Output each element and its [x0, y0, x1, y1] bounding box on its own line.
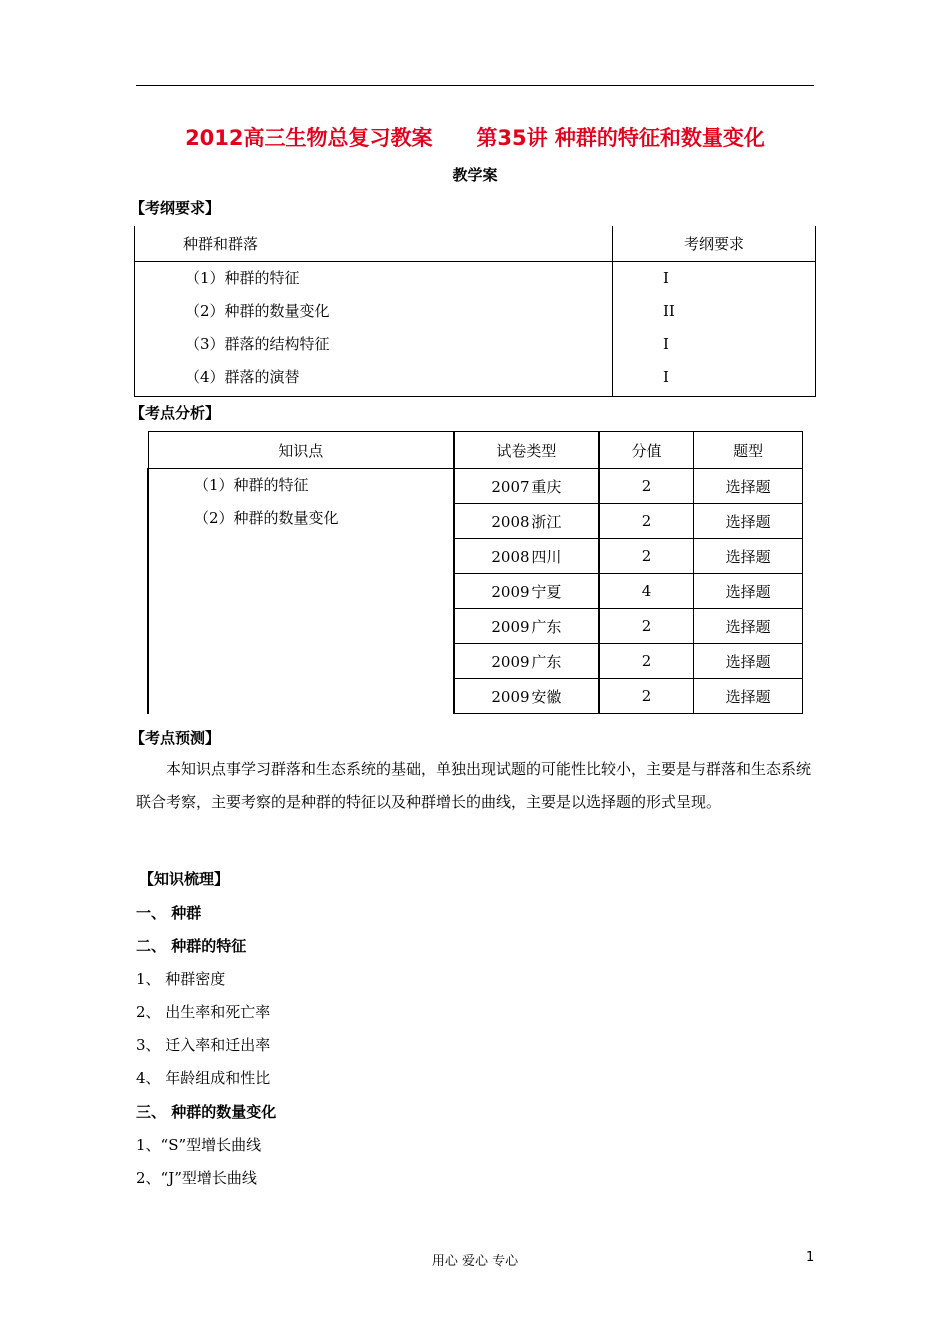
table2-year: 2008	[491, 512, 530, 531]
table2-knowledge-point: （1）种群的特征	[194, 476, 309, 494]
table2-paper	[454, 679, 599, 714]
page-number: 1	[806, 1250, 815, 1265]
document-subtitle: 教学案	[452, 166, 498, 184]
table2-type: 选择题	[694, 469, 803, 504]
table1-level: I	[663, 335, 669, 353]
table2-place: 重庆	[531, 477, 562, 496]
table1-items-cell	[135, 262, 613, 397]
table1-item: （1）种群的特征	[185, 269, 300, 287]
table1-level: I	[663, 269, 669, 287]
section-heading-requirements: 【考纲要求】	[130, 199, 221, 217]
table1-item: （4）群落的演替	[185, 368, 300, 386]
requirements-table	[134, 226, 816, 397]
document-title: 2012高三生物总复习教案 第35讲 种群的特征和数量变化	[185, 126, 765, 150]
table2-score: 2	[599, 469, 694, 504]
table1-item: （2）种群的数量变化	[185, 302, 330, 320]
section-heading-analysis: 【考点分析】	[130, 404, 221, 422]
table2-type: 选择题	[694, 609, 803, 644]
table1-header-topic: 种群和群落	[135, 226, 613, 262]
header-rule	[136, 85, 814, 86]
table2-paper	[454, 644, 599, 679]
table1-item: （3）群落的结构特征	[185, 335, 330, 353]
table2-type: 选择题	[694, 504, 803, 539]
table2-paper	[454, 609, 599, 644]
table1-header-requirement: 考纲要求	[613, 226, 816, 262]
table2-place: 广东	[531, 617, 562, 636]
table2-paper	[454, 574, 599, 609]
table2-score: 4	[599, 574, 694, 609]
table1-levels-cell	[613, 262, 816, 397]
table2-knowledge-point: （2）种群的数量变化	[194, 509, 339, 527]
table2-score: 2	[599, 504, 694, 539]
table2-paper	[454, 539, 599, 574]
table2-place: 宁夏	[531, 582, 562, 601]
outline-item: 1、 种群密度	[136, 970, 226, 988]
table2-year: 2007	[491, 477, 530, 496]
table2-type: 选择题	[694, 539, 803, 574]
prediction-paragraph: 本知识点事学习群落和生态系统的基础，单独出现试题的可能性比较小，主要是与群落和生态系统联合考察，主要考察的是种群的特征以及种群增长的曲线，主要是以选择题的形式呈现。	[136, 760, 812, 811]
table2-paper	[454, 504, 599, 539]
table2-place: 广东	[531, 652, 562, 671]
table2-score: 2	[599, 679, 694, 714]
table2-year: 2008	[491, 547, 530, 566]
table2-header-paper: 试卷类型	[454, 432, 599, 469]
table2-place: 安徽	[531, 687, 562, 706]
table1-level: II	[663, 302, 675, 320]
outline-item: 1、“S”型增长曲线	[136, 1136, 262, 1154]
page-footer: 用心 爱心 专心	[431, 1254, 519, 1269]
table2-score: 2	[599, 644, 694, 679]
outline-item: 3、 迁入率和迁出率	[136, 1036, 271, 1054]
table2-header-type: 题型	[694, 432, 803, 469]
table2-year: 2009	[491, 687, 530, 706]
table2-type: 选择题	[694, 574, 803, 609]
table2-type: 选择题	[694, 679, 803, 714]
section-heading-knowledge: 【知识梳理】	[139, 870, 230, 888]
outline-item: 2、 出生率和死亡率	[136, 1003, 271, 1021]
outline-item: 4、 年龄组成和性比	[136, 1069, 271, 1087]
table2-header-knowledge: 知识点	[148, 432, 454, 469]
section-heading-prediction: 【考点预测】	[130, 729, 221, 747]
table2-place: 浙江	[531, 512, 562, 531]
outline-heading-2: 二、 种群的特征	[136, 937, 247, 955]
table2-header-score: 分值	[599, 432, 694, 469]
table2-year: 2009	[491, 582, 530, 601]
table2-year: 2009	[491, 617, 530, 636]
table2-knowledge-cell	[148, 469, 454, 714]
table2-type: 选择题	[694, 644, 803, 679]
table2-paper	[454, 469, 599, 504]
analysis-table	[147, 431, 803, 714]
outline-item: 2、“J”型增长曲线	[136, 1169, 257, 1187]
table2-place: 四川	[531, 547, 562, 566]
outline-heading-1: 一、 种群	[136, 904, 202, 922]
table2-score: 2	[599, 539, 694, 574]
outline-heading-3: 三、 种群的数量变化	[136, 1103, 277, 1121]
table2-year: 2009	[491, 652, 530, 671]
table2-score: 2	[599, 609, 694, 644]
table1-level: I	[663, 368, 669, 386]
